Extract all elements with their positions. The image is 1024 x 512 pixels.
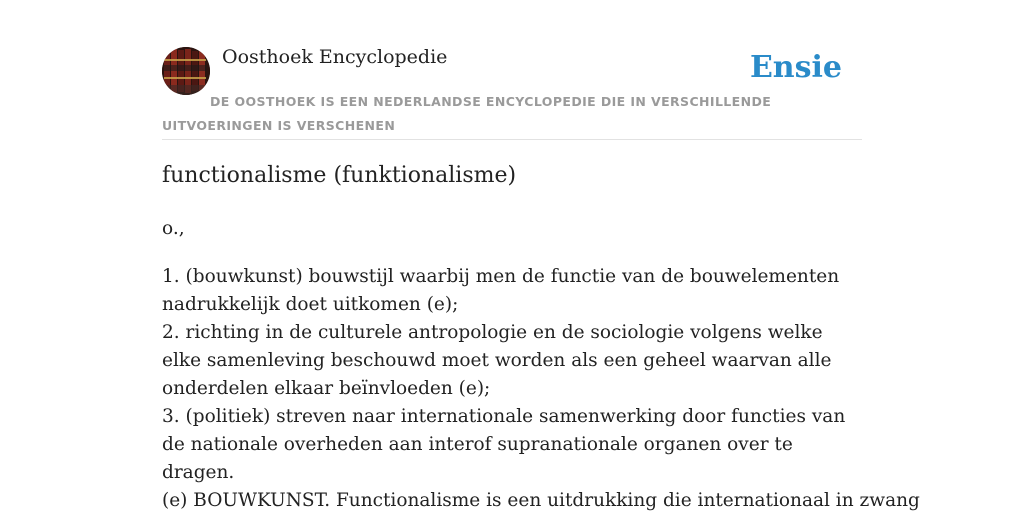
- definition-item: 2. richting in de culturele antropologie en de sociologie volgens welke elke samenleving beschouwd moet worden als een geheel waarvan alle onderdelen elkaar beïnvloeden (e);: [162, 322, 832, 399]
- site-tagline: DE OOSTHOEK IS EEN NEDERLANDSE ENCYCLOPEDIE DIE IN VERSCHILLENDE UITVOERINGEN IS VERSCHENEN: [162, 94, 772, 133]
- definition-item: 1. (bouwkunst) bouwstijl waarbij men de functie van de bouwelementen nadrukkelijk doet uitkomen (e);: [162, 266, 840, 315]
- entry-grammar: o.,: [162, 218, 185, 239]
- site-header: [162, 0, 862, 140]
- site-title[interactable]: Oosthoek Encyclopedie: [222, 46, 448, 68]
- definition-list: [162, 263, 862, 487]
- entry-term: functionalisme (funktionalisme): [162, 163, 517, 188]
- page-container: [162, 0, 920, 511]
- definition-item: 3. (politiek) streven naar internationale samenwerking door functies van de nationale overheden aan interof supranationale organen over te dragen.: [162, 406, 846, 483]
- brand-logo[interactable]: Ensie: [749, 50, 842, 85]
- entry-note: (e) BOUWKUNST. Functionalisme is een uitdrukking die internationaal in zwang: [162, 490, 920, 511]
- avatar[interactable]: [162, 47, 210, 95]
- book-spines-icon: [162, 47, 210, 95]
